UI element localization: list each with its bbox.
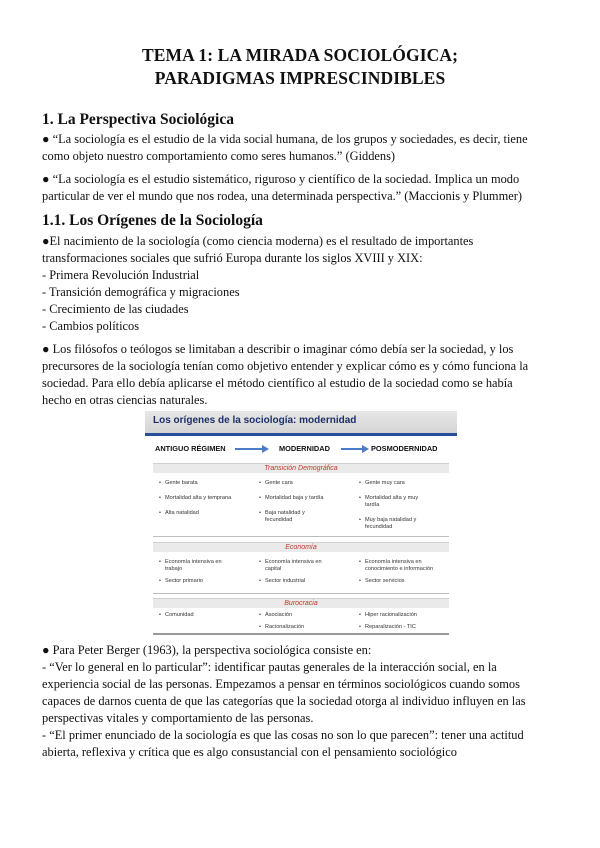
text-line: como objeto nuestro comportamiento como seres humanos.” (Giddens)	[42, 149, 396, 163]
figure-bottom-rule	[153, 633, 449, 635]
text-line: ● Los filósofos o teólogos se limitaban a describir o imaginar cómo debía ser la sociedad, y los	[42, 342, 514, 356]
arrow-icon	[235, 448, 263, 450]
text-line: precursores de la sociología tenían como objetivo entender y explicar cómo es y cómo funciona la	[42, 359, 529, 373]
text-line: ● “La sociología es el estudio de la vida social humana, de los grupos y sociedades, es decir, tiene	[42, 132, 528, 146]
list-item: - Crecimiento de las ciudades	[42, 302, 189, 316]
band-burocracia	[153, 598, 449, 608]
cell-text: • Sector servicios	[365, 578, 447, 585]
philosophers-paragraph	[42, 341, 562, 409]
text-line: perspectivas vitales y comportamiento de las personas.	[42, 711, 314, 725]
text-line: ● “La sociología es el estudio sistemático, riguroso y científico de la sociedad. Implica un modo	[42, 172, 520, 186]
era-antiguo-regimen: ANTIGUO RÉGIMEN	[155, 444, 226, 453]
cell-text: • Mortalidad baja y tardía	[265, 495, 347, 502]
cell-text: • Sector industrial	[265, 578, 347, 585]
arrow-icon	[341, 448, 363, 450]
era-modernidad: MODERNIDAD	[279, 444, 330, 453]
text-line: particular de ver el mundo que nos rodea, una determinada perspectiva.” (Maccionis y Plummer)	[42, 189, 522, 203]
cell-text: • Economía intensiva en capital	[265, 559, 335, 573]
cell-text: • Hiper racionalización	[365, 612, 447, 619]
divider	[153, 593, 449, 594]
list-item: - “El primer enunciado de la sociología es que las cosas no son lo que parecen”: tener una actitud	[42, 728, 524, 742]
list-item: - Cambios políticos	[42, 319, 140, 333]
era-posmodernidad: POSMODERNIDAD	[371, 444, 438, 453]
text-line: ●El nacimiento de la sociología (como ciencia moderna) es el resultado de importantes	[42, 234, 474, 248]
text-line: abierta, reflexiva y crítica que es algo consustancial con el pensamiento sociológico	[42, 745, 457, 759]
text-line: capaces de darnos cuenta de que las categorías que la sociedad otorga al individuo influyen en las	[42, 694, 526, 708]
origins-paragraph	[42, 233, 562, 335]
list-item: - Transición demográfica y migraciones	[42, 285, 240, 299]
origins-figure	[145, 411, 457, 636]
quote-giddens	[42, 131, 562, 165]
title-line-2: PARADIGMAS IMPRESCINDIBLES	[154, 68, 446, 88]
figure-title: Los orígenes de la sociología: modernidad	[153, 415, 357, 426]
quote-maccionis	[42, 171, 562, 205]
figure-header-underline	[145, 433, 457, 436]
divider	[153, 536, 449, 537]
cell-text: • Reparalización - TIC	[365, 624, 447, 631]
list-item: - “Ver lo general en lo particular”: identificar pautas generales de la interacción social, en la	[42, 660, 497, 674]
cell-text: • Baja natalidad y fecundidad	[265, 510, 325, 524]
cell-text: • Sector primario	[165, 578, 247, 585]
cell-text: • Economía intensiva en trabajo	[165, 559, 233, 573]
section-heading: 1. La Perspectiva Sociológica	[42, 111, 234, 128]
cell-text: • Mortalidad alta y temprana	[165, 495, 247, 502]
title-line-1: TEMA 1: LA MIRADA SOCIOLÓGICA;	[141, 45, 459, 65]
text-line: transformaciones sociales que sufrió Europa durante los siglos XVIII y XIX:	[42, 251, 423, 265]
cell-text: • Asociación	[265, 612, 347, 619]
cell-text: • Economía intensiva en conocimiento e información	[365, 559, 447, 573]
cell-text: • Comunidad	[165, 612, 247, 619]
cell-text: • Gente barata	[165, 480, 247, 487]
band-economia	[153, 542, 449, 552]
cell-text: • Alta natalidad	[165, 510, 247, 517]
berger-paragraph	[42, 642, 562, 761]
page-title	[0, 44, 600, 90]
band-label: Transición Demográfica	[264, 465, 338, 472]
band-label: Burocracia	[284, 600, 318, 607]
text-line: ● Para Peter Berger (1963), la perspectiva sociológica consiste en:	[42, 643, 372, 657]
text-line: experiencia social de las personas. Empezamos a pensar en términos sociológicos cuando somos	[42, 677, 520, 691]
text-line: hecho en otras ciencias naturales.	[42, 393, 208, 407]
figure-header	[145, 411, 457, 436]
cell-text: • Muy baja natalidad y fecundidad	[365, 517, 433, 531]
text-line: sociedad. Para ello debía aplicarse el método científico al estudio de la sociedad como se había	[42, 376, 513, 390]
band-demografia	[153, 463, 449, 473]
cell-text: • Racionalización	[265, 624, 347, 631]
subsection-heading: 1.1. Los Orígenes de la Sociología	[42, 212, 263, 229]
cell-text: • Mortalidad alta y muy tardía	[365, 495, 427, 509]
cell-text: • Gente cara	[265, 480, 347, 487]
cell-text: • Gente muy cara	[365, 480, 447, 487]
band-label: Economía	[285, 544, 317, 551]
list-item: - Primera Revolución Industrial	[42, 268, 200, 282]
